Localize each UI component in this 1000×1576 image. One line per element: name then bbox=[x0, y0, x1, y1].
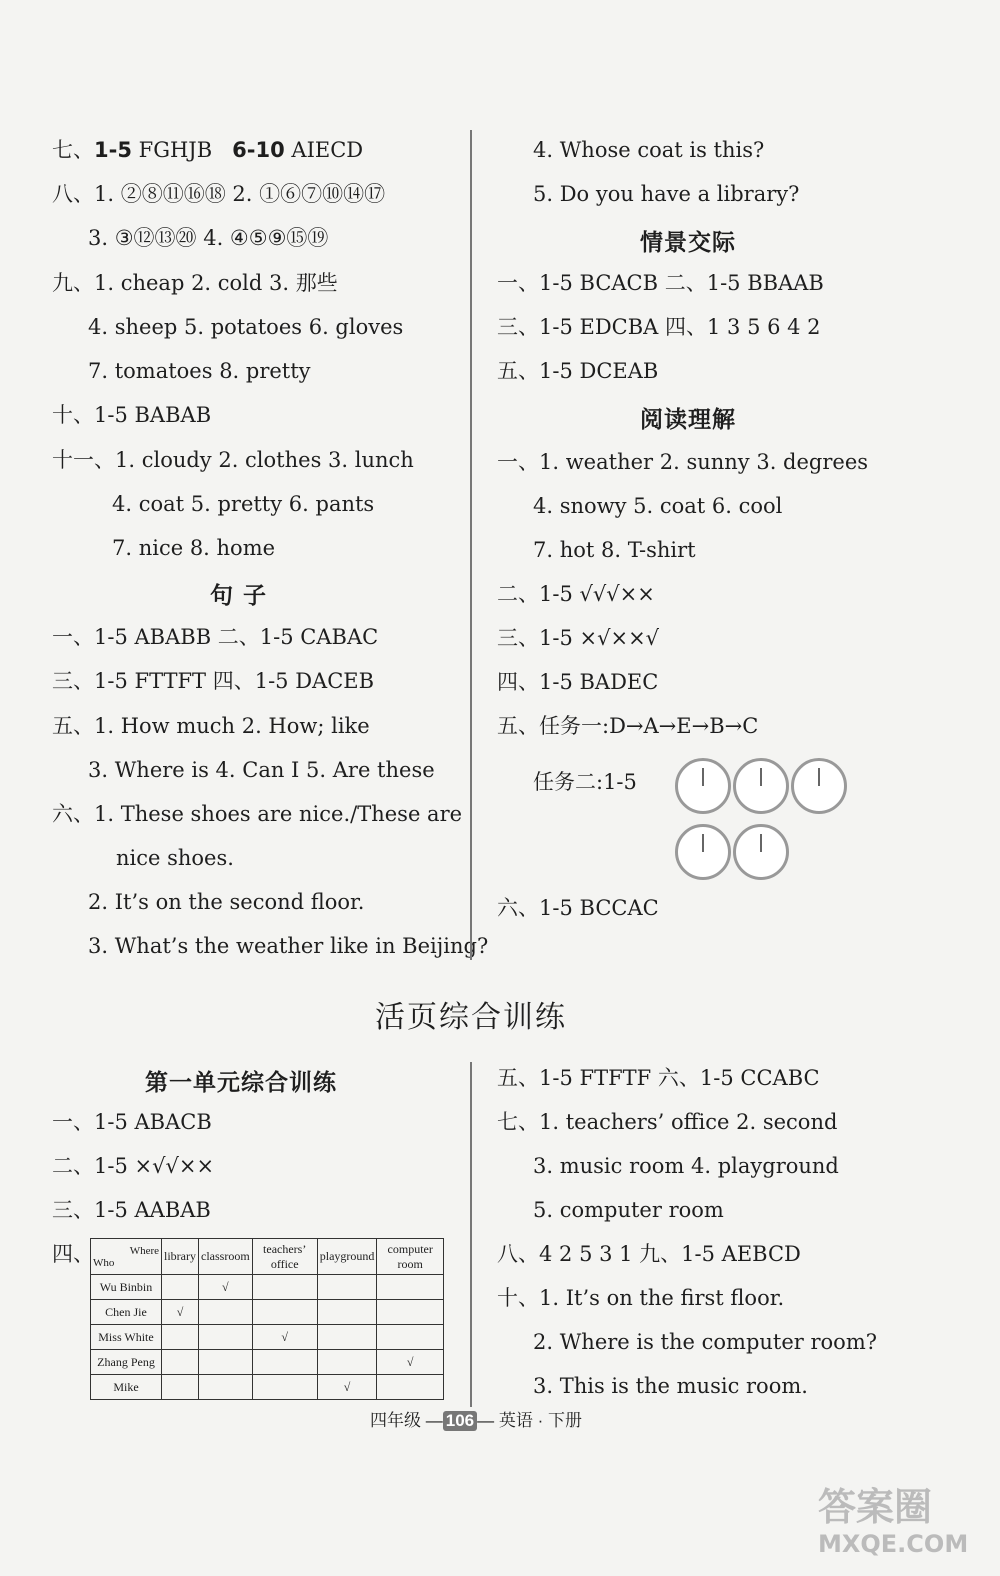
table-cell bbox=[377, 1375, 444, 1400]
answer-line: 五、1-5 DCEAB bbox=[497, 359, 659, 383]
table-row bbox=[91, 1325, 444, 1350]
answer-line: 四、1-5 BADEC bbox=[497, 670, 659, 694]
answer-line: 五、任务一:D→A→E→B→C bbox=[497, 714, 759, 738]
answer-table bbox=[90, 1238, 444, 1400]
table-row bbox=[91, 1350, 444, 1375]
clock-icon bbox=[733, 824, 789, 880]
answer-line: 三、1-5 FTTFT 四、1-5 DACEB bbox=[52, 669, 375, 693]
answer-line: 3. music room 4. playground bbox=[533, 1154, 839, 1178]
column-divider bbox=[470, 130, 472, 960]
answer-line: 九、1. cheap 2. cold 3. 那些 bbox=[52, 271, 338, 295]
table-cell bbox=[162, 1375, 199, 1400]
answer-line: 3. Where is 4. Can I 5. Are these bbox=[88, 758, 435, 782]
sentences-heading: 句 子 bbox=[210, 583, 268, 609]
answer-line: 十一、1. cloudy 2. clothes 3. lunch bbox=[52, 448, 414, 472]
table-corner: Where Who bbox=[91, 1239, 162, 1275]
table-cell bbox=[317, 1275, 377, 1300]
table-cell: √ bbox=[377, 1350, 444, 1375]
answer-line: 五、1-5 FTFTF 六、1-5 CCABC bbox=[497, 1066, 820, 1090]
table-cell bbox=[199, 1375, 253, 1400]
table-row bbox=[91, 1300, 444, 1325]
table-cell bbox=[252, 1275, 317, 1300]
answer-line: 一、1-5 ABABB 二、1-5 CABAC bbox=[52, 625, 379, 649]
table-cell bbox=[162, 1275, 199, 1300]
clock-icon bbox=[733, 758, 789, 814]
answer-line: nice shoes. bbox=[116, 846, 234, 870]
answer-line: 5. Do you have a library? bbox=[533, 182, 800, 206]
answer-line: 三、1-5 ×√××√ bbox=[497, 626, 660, 650]
answer-line: 十、1. It’s on the first floor. bbox=[497, 1286, 785, 1310]
table-cell bbox=[317, 1350, 377, 1375]
table-cell: √ bbox=[317, 1375, 377, 1400]
answer-line: 5. computer room bbox=[533, 1198, 724, 1222]
answer-line: 八、4 2 5 3 1 九、1-5 AEBCD bbox=[497, 1242, 801, 1266]
answer-line: 四、 bbox=[52, 1242, 94, 1266]
answer-line: 2. It’s on the second floor. bbox=[88, 890, 365, 914]
clock-icon bbox=[675, 758, 731, 814]
answer-line: 2. Where is the computer room? bbox=[533, 1330, 877, 1354]
answer-line: 3. What’s the weather like in Beijing? bbox=[88, 934, 489, 958]
answer-line: 十、1-5 BABAB bbox=[52, 403, 212, 427]
answer-line: 六、1-5 BCCAC bbox=[497, 896, 659, 920]
answer-line: 三、1-5 EDCBA 四、1 3 5 6 4 2 bbox=[497, 315, 821, 339]
answer-line: 二、1-5 √√√×× bbox=[497, 582, 655, 606]
answer-line: 五、1. How much 2. How; like bbox=[52, 714, 370, 738]
answer-line: 7. nice 8. home bbox=[112, 536, 276, 560]
situation-heading: 情景交际 bbox=[640, 230, 736, 256]
footer-grade: 四年级 bbox=[370, 1411, 421, 1430]
answer-line: 六、1. These shoes are nice./These are bbox=[52, 802, 463, 826]
table-row bbox=[91, 1275, 444, 1300]
table-cell bbox=[377, 1325, 444, 1350]
table-header: playground bbox=[317, 1239, 377, 1275]
table-cell bbox=[252, 1300, 317, 1325]
table-cell: Chen Jie bbox=[91, 1300, 162, 1325]
answer-line: 7. hot 8. T-shirt bbox=[533, 538, 696, 562]
answer-line: 七、1-5 FGHJB 6-10 AIECD bbox=[52, 138, 364, 162]
table-row bbox=[91, 1375, 444, 1400]
table-cell bbox=[199, 1350, 253, 1375]
table-cell bbox=[317, 1300, 377, 1325]
table-cell bbox=[317, 1325, 377, 1350]
answer-line: 一、1-5 ABACB bbox=[52, 1110, 212, 1134]
answer-line: 三、1-5 AABAB bbox=[52, 1198, 211, 1222]
answer-line: 二、1-5 ×√√×× bbox=[52, 1154, 215, 1178]
table-cell bbox=[162, 1325, 199, 1350]
watermark-logo: 答案圈 bbox=[818, 1485, 933, 1529]
section-title: 活页综合训练 bbox=[375, 1000, 567, 1035]
answer-line: 八、1. ②⑧⑪⑯⑱ 2. ①⑥⑦⑩⑭⑰ bbox=[52, 182, 386, 206]
table-cell bbox=[162, 1350, 199, 1375]
table-cell: √ bbox=[252, 1325, 317, 1350]
answer-line: 4. coat 5. pretty 6. pants bbox=[112, 492, 375, 516]
answer-line: 3. ③⑫⑬⑳ 4. ④⑤⑨⑮⑲ bbox=[88, 226, 329, 250]
answer-line: 4. snowy 5. coat 6. cool bbox=[533, 494, 783, 518]
page-footer: 四年级 — 106 — 英语 · 下册 bbox=[370, 1411, 582, 1430]
answer-line: 一、1. weather 2. sunny 3. degrees bbox=[497, 450, 869, 474]
table-cell bbox=[252, 1375, 317, 1400]
table-cell: Mike bbox=[91, 1375, 162, 1400]
table-header: teachers’ office bbox=[252, 1239, 317, 1275]
table-cell bbox=[377, 1300, 444, 1325]
table-cell: √ bbox=[162, 1300, 199, 1325]
reading-heading: 阅读理解 bbox=[640, 407, 736, 433]
table-cell bbox=[377, 1275, 444, 1300]
footer-subject: 英语 · 下册 bbox=[498, 1411, 582, 1430]
table-cell: Miss White bbox=[91, 1325, 162, 1350]
watermark-url: MXQE.COM bbox=[818, 1530, 969, 1558]
answer-line: 4. Whose coat is this? bbox=[533, 138, 765, 162]
clock-icon bbox=[791, 758, 847, 814]
column-divider bbox=[470, 1062, 472, 1407]
table-cell: √ bbox=[199, 1275, 253, 1300]
answer-line: 3. This is the music room. bbox=[533, 1374, 808, 1398]
table-cell: Zhang Peng bbox=[91, 1350, 162, 1375]
table-header: classroom bbox=[199, 1239, 253, 1275]
answer-line: 7. tomatoes 8. pretty bbox=[88, 359, 311, 383]
answer-line: 七、1. teachers’ office 2. second bbox=[497, 1110, 838, 1134]
table-header: computer room bbox=[377, 1239, 444, 1275]
clock-icon bbox=[675, 824, 731, 880]
table-cell: Wu Binbin bbox=[91, 1275, 162, 1300]
unit-heading: 第一单元综合训练 bbox=[145, 1070, 337, 1096]
table-header: library bbox=[162, 1239, 199, 1275]
answer-line: 任务二:1-5 bbox=[533, 770, 637, 794]
page-number: 106 bbox=[443, 1411, 477, 1431]
table-cell bbox=[252, 1350, 317, 1375]
table-cell bbox=[199, 1325, 253, 1350]
answer-line: 4. sheep 5. potatoes 6. gloves bbox=[88, 315, 404, 339]
table-cell bbox=[199, 1300, 253, 1325]
answer-line: 一、1-5 BCACB 二、1-5 BBAAB bbox=[497, 271, 824, 295]
